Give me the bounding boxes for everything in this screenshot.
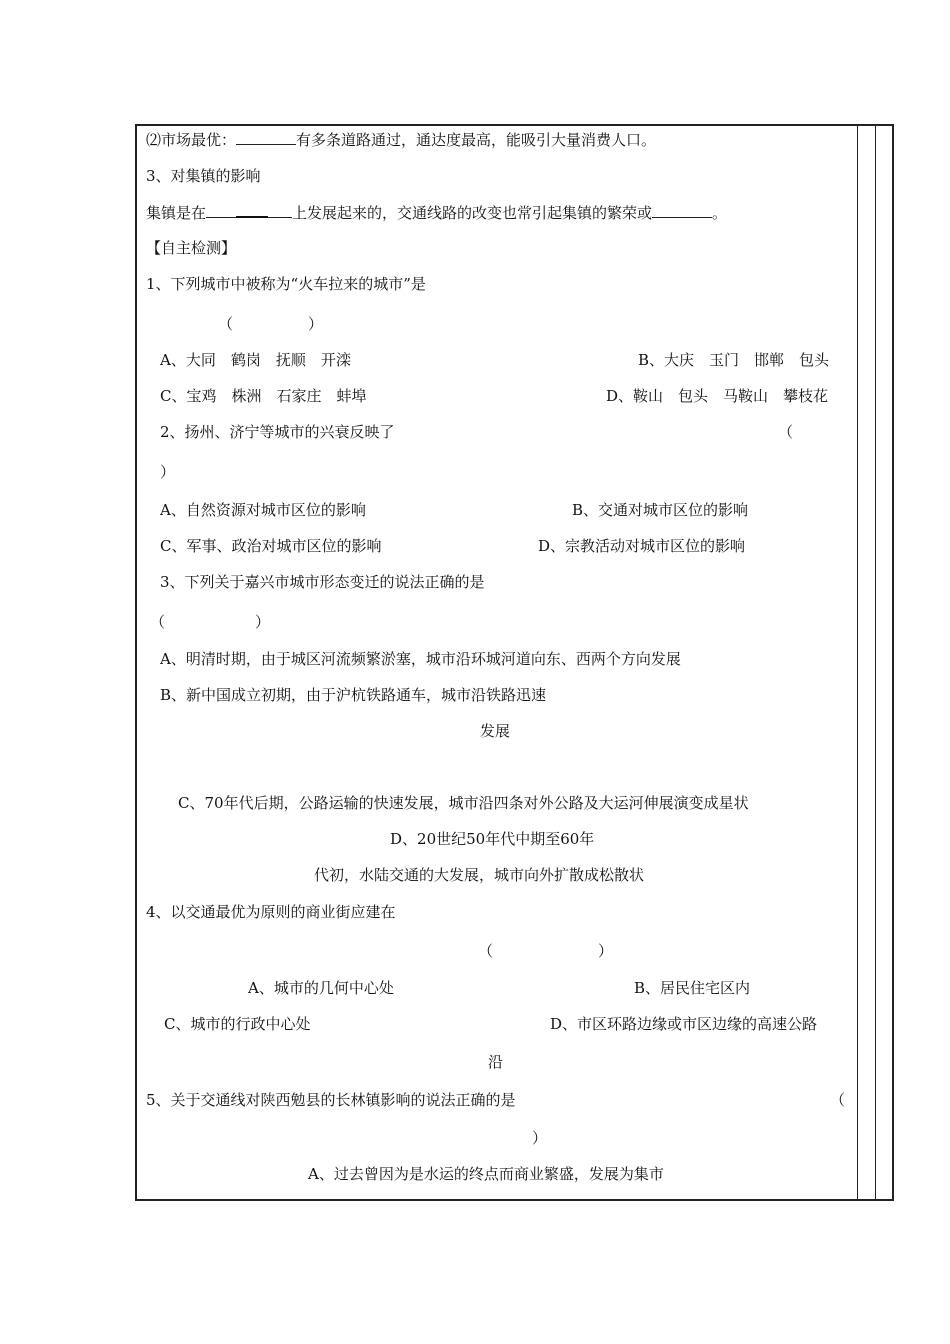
- answer-blank[interactable]: [236, 202, 268, 218]
- question-4-option-c: C、城市的行政中心处: [164, 1015, 311, 1033]
- market-town-text: 上发展起来的，交通线路的改变也常引起集镇的繁荣或: [292, 204, 653, 222]
- question-2: 2、扬州、济宁等城市的兴衰反映了: [160, 423, 395, 441]
- question-3-option-d-cont: 代初，水陆交通的大发展，城市向外扩散成松散状: [314, 866, 645, 884]
- question-3-option-d: D、20世纪50年代中期至60年: [390, 830, 595, 848]
- market-town-line: 集镇是在 上发展起来的，交通线路的改变也常引起集镇的繁荣或 。: [146, 204, 728, 222]
- question-1-option-a: A、大同 鹤岗 抚顺 开滦: [160, 351, 351, 369]
- market-optimal-line: [146, 130, 656, 150]
- self-check-heading: 【自主检测】: [146, 239, 237, 257]
- question-1: 1、下列城市中被称为“火车拉来的城市”是: [146, 275, 426, 293]
- question-3-option-b-cont: 发展: [480, 722, 511, 740]
- question-2-option-a: A、自然资源对城市区位的影响: [160, 501, 366, 519]
- question-1-option-b: B、大庆 玉门 邯郸 包头: [638, 351, 830, 369]
- answer-blank[interactable]: [236, 130, 296, 145]
- market-town-label: 集镇是在: [146, 204, 207, 222]
- question-3-option-b: B、新中国成立初期，由于沪杭铁路通车，城市沿铁路迅速: [160, 686, 547, 704]
- question-4-option-d: D、市区环路边缘或市区边缘的高速公路: [550, 1015, 818, 1033]
- question-2-paren-close[interactable]: ）: [160, 463, 176, 481]
- question-4-option-b: B、居民住宅区内: [634, 979, 751, 997]
- question-4: 4、以交通最优为原则的商业街应建在: [146, 903, 396, 921]
- question-1-option-c: C、宝鸡 株洲 石家庄 蚌埠: [160, 387, 367, 405]
- question-5: 5、关于交通线对陕西勉县的长林镇影响的说法正确的是: [146, 1091, 516, 1109]
- answer-blank[interactable]: [652, 203, 712, 218]
- question-3-option-a: A、明清时期，由于城区河流频繁淤塞，城市沿环城河道向东、西两个方向发展: [160, 650, 681, 668]
- answer-blank[interactable]: [268, 203, 292, 218]
- question-2-option-c: C、军事、政治对城市区位的影响: [160, 537, 382, 555]
- question-1-answer-paren[interactable]: （ ）: [218, 315, 324, 333]
- question-2-paren-open[interactable]: （: [778, 423, 794, 441]
- question-2-option-d: D、宗教活动对城市区位的影响: [538, 537, 746, 555]
- market-optimal-text: 有多条道路通过，通达度最高，能吸引大量消费人口。: [296, 131, 657, 149]
- question-3-answer-paren[interactable]: （ ）: [150, 613, 271, 631]
- question-3: 3、下列关于嘉兴市城市形态变迁的说法正确的是: [160, 573, 485, 591]
- question-5-paren-close[interactable]: ）: [532, 1129, 548, 1147]
- question-1-option-d: D、鞍山 包头 马鞍山 攀枝花: [606, 387, 829, 405]
- question-2-option-b: B、交通对城市区位的影响: [572, 501, 749, 519]
- question-4-option-a: A、城市的几何中心处: [248, 979, 394, 997]
- question-5-paren-open[interactable]: （: [830, 1091, 846, 1109]
- question-5-option-a: A、过去曾因为是水运的终点而商业繁盛，发展为集市: [308, 1165, 664, 1183]
- market-optimal-label: ⑵市场最优：: [146, 131, 237, 149]
- section-heading: 3、对集镇的影响: [146, 167, 261, 185]
- answer-blank[interactable]: [206, 203, 236, 218]
- question-4-option-d-cont: 沿: [488, 1053, 504, 1071]
- question-3-option-c: C、70年代后期，公路运输的快速发展，城市沿四条对外公路及大运河伸展演变成星状: [178, 794, 749, 812]
- column-divider-1: [857, 124, 858, 1201]
- question-4-answer-paren[interactable]: （ ）: [478, 942, 614, 960]
- column-divider-2: [875, 124, 876, 1201]
